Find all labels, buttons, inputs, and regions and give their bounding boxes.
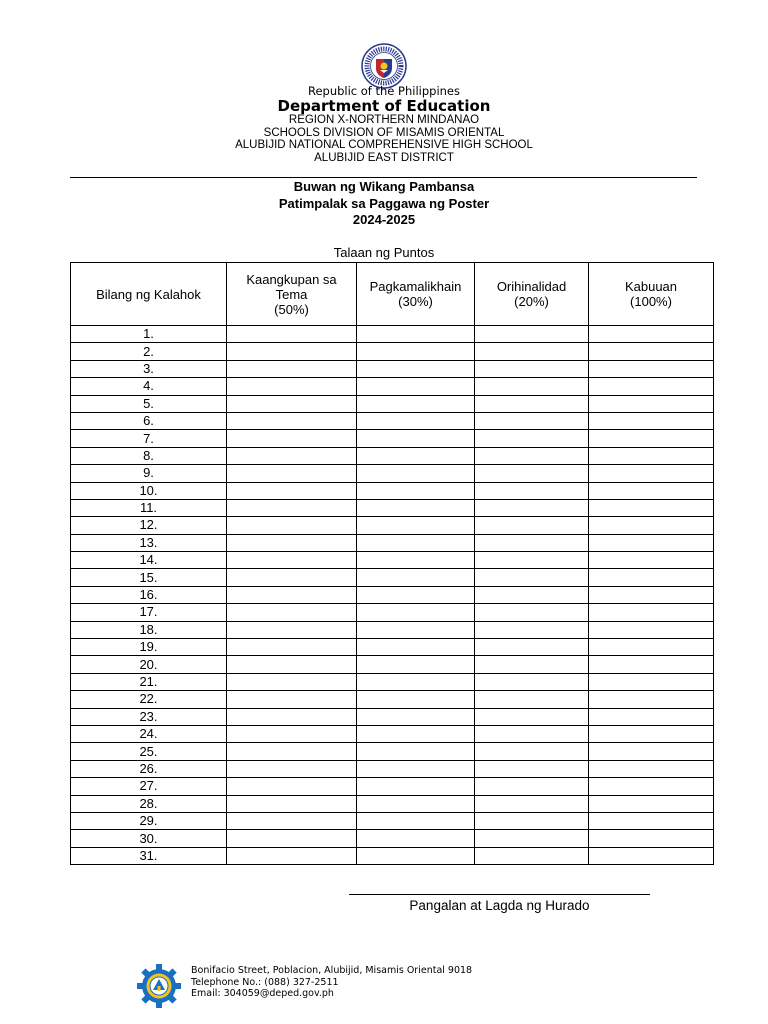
score-cell-relevance-to-theme[interactable]: [227, 812, 357, 829]
score-cell-creativity[interactable]: [357, 708, 475, 725]
participant-number-cell: 21.: [71, 673, 227, 690]
participant-number-cell: 2.: [71, 343, 227, 360]
score-cell-total[interactable]: [589, 812, 714, 829]
score-cell-total[interactable]: [589, 447, 714, 464]
republic-line: Republic of the Philippines: [307, 84, 461, 98]
score-cell-total[interactable]: [589, 725, 714, 742]
score-cell-originality[interactable]: [475, 395, 589, 412]
score-cell-originality[interactable]: [475, 326, 589, 343]
score-cell-total[interactable]: [589, 795, 714, 812]
score-cell-originality[interactable]: [475, 708, 589, 725]
signature-line: [349, 894, 650, 895]
table-row: [71, 743, 714, 760]
column-header-relevance-to-theme: [227, 263, 357, 326]
participant-number-cell: 14.: [71, 552, 227, 569]
score-cell-total[interactable]: [589, 534, 714, 551]
table-row: [71, 778, 714, 795]
score-cell-creativity[interactable]: [357, 795, 475, 812]
score-cell-total[interactable]: [589, 326, 714, 343]
score-cell-creativity[interactable]: [357, 552, 475, 569]
participant-number-cell: 27.: [71, 778, 227, 795]
column-header-creativity: [357, 263, 475, 326]
score-cell-relevance-to-theme[interactable]: [227, 343, 357, 360]
score-cell-total[interactable]: [589, 639, 714, 656]
participant-number-cell: 13.: [71, 534, 227, 551]
column-header-text: (50%): [274, 301, 309, 317]
score-cell-creativity[interactable]: [357, 725, 475, 742]
score-cell-total[interactable]: [589, 830, 714, 847]
score-cell-relevance-to-theme[interactable]: [227, 760, 357, 777]
table-row: [71, 395, 714, 412]
score-cell-originality[interactable]: [475, 743, 589, 760]
contest-title: Patimpalak sa Paggawa ng Poster: [278, 196, 490, 211]
table-caption: Talaan ng Puntos: [333, 245, 435, 260]
division-line: SCHOOLS DIVISION OF MISAMIS ORIENTAL: [263, 127, 505, 139]
score-cell-creativity[interactable]: [357, 447, 475, 464]
score-cell-creativity[interactable]: [357, 812, 475, 829]
score-cell-originality[interactable]: [475, 795, 589, 812]
participant-number-cell: 1.: [71, 326, 227, 343]
score-cell-originality[interactable]: [475, 621, 589, 638]
participant-number-cell: 20.: [71, 656, 227, 673]
score-cell-relevance-to-theme[interactable]: [227, 412, 357, 429]
table-row: [71, 673, 714, 690]
score-cell-total[interactable]: [589, 586, 714, 603]
score-cell-originality[interactable]: [475, 534, 589, 551]
table-row: [71, 639, 714, 656]
participant-number-cell: 28.: [71, 795, 227, 812]
participant-number-cell: 12.: [71, 517, 227, 534]
score-cell-total[interactable]: [589, 708, 714, 725]
column-header-text: (30%): [398, 294, 433, 309]
participant-number-cell: 31.: [71, 847, 227, 864]
score-cell-creativity[interactable]: [357, 395, 475, 412]
participant-number-cell: 5.: [71, 395, 227, 412]
score-cell-relevance-to-theme[interactable]: [227, 621, 357, 638]
column-header-text: (100%): [630, 294, 672, 309]
score-cell-relevance-to-theme[interactable]: [227, 569, 357, 586]
header-row: [71, 263, 714, 326]
score-cell-relevance-to-theme[interactable]: [227, 847, 357, 864]
score-cell-creativity[interactable]: [357, 534, 475, 551]
score-cell-originality[interactable]: [475, 830, 589, 847]
score-cell-originality[interactable]: [475, 673, 589, 690]
header-divider: [70, 177, 697, 178]
score-cell-creativity[interactable]: [357, 847, 475, 864]
table-row: [71, 499, 714, 516]
score-cell-total[interactable]: [589, 743, 714, 760]
score-cell-originality[interactable]: [475, 778, 589, 795]
table-row: [71, 534, 714, 551]
score-cell-relevance-to-theme[interactable]: [227, 517, 357, 534]
participant-number-cell: 10.: [71, 482, 227, 499]
participant-number-cell: 29.: [71, 812, 227, 829]
score-cell-relevance-to-theme[interactable]: [227, 378, 357, 395]
score-cell-total[interactable]: [589, 621, 714, 638]
score-cell-creativity[interactable]: [357, 430, 475, 447]
table-row: [71, 360, 714, 377]
score-cell-originality[interactable]: [475, 847, 589, 864]
participant-number-cell: 25.: [71, 743, 227, 760]
score-cell-originality[interactable]: [475, 725, 589, 742]
score-cell-creativity[interactable]: [357, 673, 475, 690]
score-cell-creativity[interactable]: [357, 482, 475, 499]
column-header-text: (20%): [514, 294, 549, 309]
score-cell-originality[interactable]: [475, 412, 589, 429]
participant-number-cell: 4.: [71, 378, 227, 395]
score-cell-relevance-to-theme[interactable]: [227, 465, 357, 482]
table-row: [71, 517, 714, 534]
score-cell-originality[interactable]: [475, 430, 589, 447]
score-cell-creativity[interactable]: [357, 830, 475, 847]
column-header-text: Tema: [275, 286, 308, 302]
score-cell-creativity[interactable]: [357, 743, 475, 760]
score-cell-total[interactable]: [589, 482, 714, 499]
score-cell-relevance-to-theme[interactable]: [227, 534, 357, 551]
participant-number-cell: 9.: [71, 465, 227, 482]
score-cell-relevance-to-theme[interactable]: [227, 482, 357, 499]
table-row: [71, 569, 714, 586]
score-cell-total[interactable]: [589, 673, 714, 690]
document-title: Buwan ng Wikang Pambansa: [293, 179, 475, 194]
table-row: [71, 552, 714, 569]
score-cell-originality[interactable]: [475, 569, 589, 586]
table-row: [71, 760, 714, 777]
table-row: [71, 812, 714, 829]
table-row: [71, 482, 714, 499]
column-header-participant-number: [71, 263, 227, 326]
score-cell-originality[interactable]: [475, 552, 589, 569]
score-cell-originality[interactable]: [475, 639, 589, 656]
score-cell-originality[interactable]: [475, 343, 589, 360]
score-cell-creativity[interactable]: [357, 586, 475, 603]
column-header-total: [589, 263, 714, 326]
deped-seal-icon: [361, 43, 407, 89]
signature-label: Pangalan at Lagda ng Hurado: [409, 898, 590, 913]
score-cell-creativity[interactable]: [357, 360, 475, 377]
score-cell-creativity[interactable]: [357, 569, 475, 586]
score-cell-originality[interactable]: [475, 812, 589, 829]
score-cell-creativity[interactable]: [357, 517, 475, 534]
score-cell-creativity[interactable]: [357, 378, 475, 395]
score-cell-relevance-to-theme[interactable]: [227, 743, 357, 760]
school-logo-icon: [137, 964, 181, 1008]
column-header-text: Kabuuan: [624, 279, 678, 294]
score-cell-originality[interactable]: [475, 656, 589, 673]
table-row: [71, 326, 714, 343]
column-header-text: Pagkamalikhain: [369, 279, 462, 294]
score-cell-creativity[interactable]: [357, 343, 475, 360]
table-row: [71, 847, 714, 864]
region-line: REGION X-NORTHERN MINDANAO: [288, 114, 480, 126]
score-cell-relevance-to-theme[interactable]: [227, 326, 357, 343]
participant-number-cell: 23.: [71, 708, 227, 725]
column-header-originality: [475, 263, 589, 326]
score-cell-originality[interactable]: [475, 586, 589, 603]
score-cell-relevance-to-theme[interactable]: [227, 656, 357, 673]
score-cell-creativity[interactable]: [357, 604, 475, 621]
score-cell-creativity[interactable]: [357, 656, 475, 673]
score-cell-relevance-to-theme[interactable]: [227, 604, 357, 621]
score-cell-relevance-to-theme[interactable]: [227, 395, 357, 412]
table-row: [71, 725, 714, 742]
score-cell-creativity[interactable]: [357, 465, 475, 482]
participant-number-cell: 18.: [71, 621, 227, 638]
score-cell-total[interactable]: [589, 604, 714, 621]
participant-number-cell: 30.: [71, 830, 227, 847]
table-row: [71, 795, 714, 812]
column-header-text: Bilang ng Kalahok: [96, 286, 201, 302]
score-cell-creativity[interactable]: [357, 412, 475, 429]
table-row: [71, 430, 714, 447]
score-cell-relevance-to-theme[interactable]: [227, 430, 357, 447]
school-line: ALUBIJID NATIONAL COMPREHENSIVE HIGH SCHOOL: [235, 139, 533, 151]
participant-number-cell: 16.: [71, 586, 227, 603]
column-header-text: Kaangkupan sa: [246, 271, 337, 287]
participant-number-cell: 26.: [71, 760, 227, 777]
score-cell-creativity[interactable]: [357, 326, 475, 343]
score-rows: [71, 326, 714, 865]
score-cell-creativity[interactable]: [357, 760, 475, 777]
score-cell-total[interactable]: [589, 552, 714, 569]
score-cell-total[interactable]: [589, 778, 714, 795]
participant-number-cell: 6.: [71, 412, 227, 429]
score-cell-relevance-to-theme[interactable]: [227, 691, 357, 708]
score-cell-relevance-to-theme[interactable]: [227, 708, 357, 725]
score-table: [70, 262, 714, 865]
score-cell-relevance-to-theme[interactable]: [227, 552, 357, 569]
footer-contact: [191, 965, 472, 1000]
table-row: [71, 586, 714, 603]
table-row: [71, 412, 714, 429]
school-year: 2024-2025: [352, 212, 416, 227]
score-cell-total[interactable]: [589, 656, 714, 673]
table-row: [71, 621, 714, 638]
participant-number-cell: 3.: [71, 360, 227, 377]
score-cell-relevance-to-theme[interactable]: [227, 673, 357, 690]
table-row: [71, 830, 714, 847]
table-row: [71, 343, 714, 360]
footer-address: Bonifacio Street, Poblacion, Alubijid, Misamis Oriental 9018: [191, 965, 473, 976]
participant-number-cell: 22.: [71, 691, 227, 708]
score-cell-total[interactable]: [589, 499, 714, 516]
score-cell-originality[interactable]: [475, 465, 589, 482]
score-cell-relevance-to-theme[interactable]: [227, 499, 357, 516]
score-cell-originality[interactable]: [475, 447, 589, 464]
score-cell-relevance-to-theme[interactable]: [227, 778, 357, 795]
score-cell-total[interactable]: [589, 360, 714, 377]
score-cell-relevance-to-theme[interactable]: [227, 586, 357, 603]
score-cell-total[interactable]: [589, 465, 714, 482]
score-cell-creativity[interactable]: [357, 778, 475, 795]
score-cell-originality[interactable]: [475, 691, 589, 708]
footer-telephone: Telephone No.: (088) 327-2511: [191, 976, 339, 988]
score-cell-relevance-to-theme[interactable]: [227, 830, 357, 847]
table-row: [71, 708, 714, 725]
score-cell-total[interactable]: [589, 569, 714, 586]
score-cell-relevance-to-theme[interactable]: [227, 725, 357, 742]
score-cell-total[interactable]: [589, 847, 714, 864]
participant-number-cell: 19.: [71, 639, 227, 656]
participant-number-cell: 24.: [71, 725, 227, 742]
district-line: ALUBIJID EAST DISTRICT: [314, 152, 454, 164]
department-name: Department of Education: [277, 97, 491, 115]
score-cell-creativity[interactable]: [357, 621, 475, 638]
score-cell-originality[interactable]: [475, 604, 589, 621]
score-cell-relevance-to-theme[interactable]: [227, 447, 357, 464]
participant-number-cell: 7.: [71, 430, 227, 447]
score-cell-originality[interactable]: [475, 760, 589, 777]
table-row: [71, 378, 714, 395]
score-cell-relevance-to-theme[interactable]: [227, 795, 357, 812]
score-cell-creativity[interactable]: [357, 691, 475, 708]
participant-number-cell: 17.: [71, 604, 227, 621]
table-row: [71, 604, 714, 621]
score-cell-originality[interactable]: [475, 378, 589, 395]
score-cell-creativity[interactable]: [357, 639, 475, 656]
score-cell-total[interactable]: [589, 691, 714, 708]
table-row: [71, 691, 714, 708]
score-cell-originality[interactable]: [475, 360, 589, 377]
score-cell-relevance-to-theme[interactable]: [227, 639, 357, 656]
footer-email: Email: 304059@deped.gov.ph: [191, 988, 334, 999]
score-cell-total[interactable]: [589, 430, 714, 447]
table-row: [71, 656, 714, 673]
score-cell-total[interactable]: [589, 517, 714, 534]
participant-number-cell: 11.: [71, 499, 227, 516]
column-header-text: Orihinalidad: [496, 279, 567, 294]
participant-number-cell: 15.: [71, 569, 227, 586]
score-cell-total[interactable]: [589, 343, 714, 360]
table-row: [71, 447, 714, 464]
score-cell-creativity[interactable]: [357, 499, 475, 516]
score-cell-total[interactable]: [589, 395, 714, 412]
score-cell-total[interactable]: [589, 412, 714, 429]
score-cell-originality[interactable]: [475, 482, 589, 499]
participant-number-cell: 8.: [71, 447, 227, 464]
score-cell-total[interactable]: [589, 760, 714, 777]
score-cell-originality[interactable]: [475, 517, 589, 534]
score-cell-originality[interactable]: [475, 499, 589, 516]
table-row: [71, 465, 714, 482]
score-cell-total[interactable]: [589, 378, 714, 395]
score-cell-relevance-to-theme[interactable]: [227, 360, 357, 377]
